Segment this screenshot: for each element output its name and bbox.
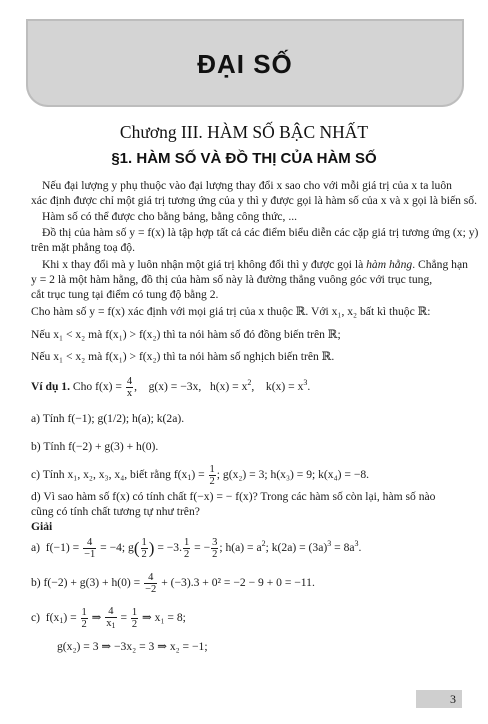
solution-label: Giải — [31, 520, 53, 533]
paragraph-line: Đồ thị của hàm số y = f(x) là tập hợp tất cả các điểm biểu diễn các cặp giá trị tương ứng (x; y) — [42, 226, 479, 239]
page-number: 3 — [416, 690, 462, 708]
paragraph-line: Hàm số có thể được cho bằng bảng, bằng công thức, ... — [42, 210, 298, 223]
example-part-c: c) Tính x₁, x₂, x₃, x₄, biết rằng $f(x_1)$ = $\frac{1}{2}$ ; g(x₂) = 3; h(x₃) = 9; k(x₄) = −8. — [31, 464, 370, 487]
paragraph-line: cắt trục tung tại điểm có tung độ bằng 2. — [31, 288, 219, 301]
example-part-a: a) Tính f(−1); g(1/2); h(a); k(2a). — [31, 412, 185, 425]
paragraph-line: Nếu x₁ < x₂ mà f(x₁) > f(x₂) thì ta nói hàm số nghịch biến trên ℝ. — [31, 350, 335, 363]
paragraph-line: Cho hàm số y = f(x) xác định với mọi giá trị của x thuộc ℝ. Với x₁, x₂ bất kì thuộc ℝ: — [31, 305, 431, 318]
paragraph-line: Khi x thay đổi mà y luôn nhận một giá trị không đổi thì y được gọi là hàm hằng. Chẳng hạn — [42, 258, 468, 271]
paragraph-line: Nếu đại lượng y phụ thuộc vào đại lượng thay đổi x sao cho với mỗi giá trị của x ta luôn — [42, 179, 452, 192]
section-title: §1. HÀM SỐ VÀ ĐỒ THỊ CỦA HÀM SỐ — [111, 150, 377, 167]
example-part-d: cũng có tính chất tương tự như trên? — [31, 505, 200, 518]
paragraph-line: Nếu x₁ < x₂ mà f(x₁) > f(x₂) thì ta nói hàm số đó đồng biến trên ℝ; — [31, 328, 341, 341]
example-definition: Ví dụ 1. Cho f(x) = $\frac{4}{x}$ , g(x) = −3x, $h(x) = x^2$, $k(x) = x^3$. — [31, 376, 311, 399]
solution-b: b) f(−2) + g(3) + h(0) = $\frac{4}{-2}$ + (−3).3 + 0² = −2 − 9 + 0 = −11. — [31, 572, 315, 595]
paragraph-line: trên mặt phẳng toạ độ. — [31, 241, 135, 254]
example-part-b: b) Tính f(−2) + g(3) + h(0). — [31, 440, 159, 453]
chapter-title: Chương III. HÀM SỐ BẬC NHẤT — [119, 122, 369, 142]
solution-c1: c) $f(x_1)$ = $\frac{1}{2}$ ⇒ $\frac{4}{x_1}$ = $\frac{1}{2}$ ⇒ x₁ = 8; — [31, 606, 186, 630]
solution-c2: g(x₂) = 3 ⇒ −3x₂ = 3 ⇒ x₂ = −1; — [57, 640, 208, 653]
chapter-banner — [26, 19, 464, 107]
banner-title: ĐẠI SỐ — [197, 49, 293, 79]
paragraph-line: xác định được chỉ một giá trị tương ứng của y thì y được gọi là hàm số của x và x gọi là biến số. — [31, 194, 477, 207]
solution-a: a) f(−1) = $\frac{4}{-1}$ = −4; g( $\frac{1}{2}$ ) = −3. $\frac{1}{2}$ = − $\frac{3}{2}$ ; $h(a) = a^2$; $k(2a) = (3a)^3 = 8a^3$. — [31, 537, 362, 560]
example-label: Ví dụ 1. — [31, 380, 70, 394]
paragraph-line: y = 2 là một hàm hằng, đồ thị của hàm số này là đường thẳng vuông góc với trục tung, — [31, 273, 433, 286]
example-part-d: d) Vì sao hàm số f(x) có tính chất f(−x) = − f(x)? Trong các hàm số còn lại, hàm số nào — [31, 490, 436, 503]
